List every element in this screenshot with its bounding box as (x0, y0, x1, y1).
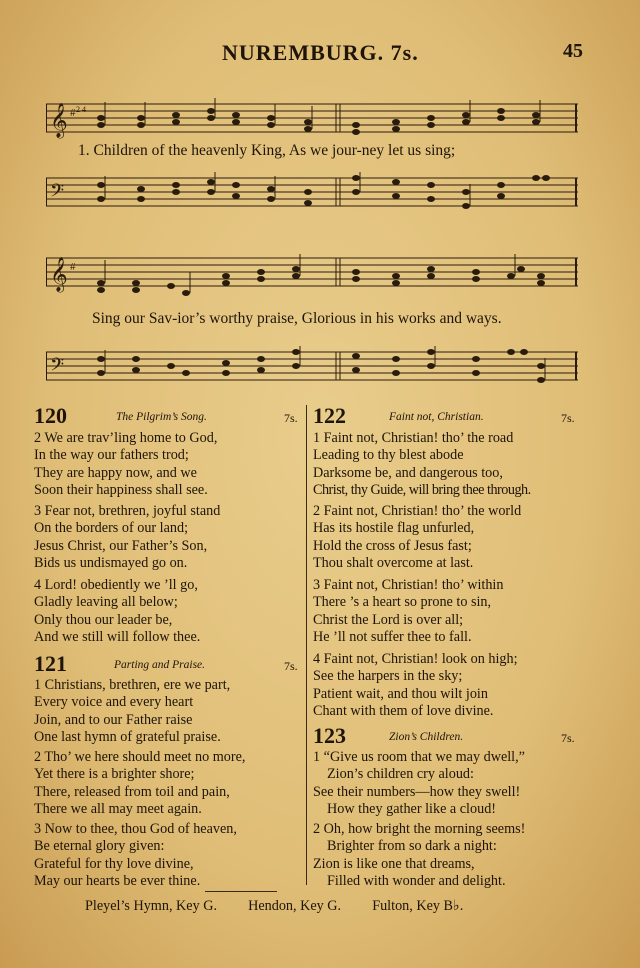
verse-line: Gladly leaving all below; (34, 594, 178, 611)
music-staff-treble-1 (46, 98, 578, 140)
verse-line: 1 Christians, brethren, ere we part, (34, 677, 231, 693)
hymn-120-stanza-2 (34, 430, 217, 499)
music-staff-bass-2 (46, 346, 578, 388)
verse-line: Chant with them of love divine. (313, 702, 494, 719)
verse-line: How they gather like a cloud! (327, 800, 497, 817)
verse-line: May our hearts be ever thine. (34, 872, 201, 889)
treble-staff-1-graphic (46, 98, 578, 140)
hymn-meter: 7s. (284, 659, 298, 673)
hymn-number: 120 (34, 403, 67, 428)
svg-text:𝄢: 𝄢 (50, 354, 65, 379)
verse-line: 2 Faint not, Christian! tho’ the world (313, 503, 522, 519)
verse-line: Zion is like one that dreams, (313, 855, 475, 872)
verse-line: Bids us undismayed go on. (34, 554, 188, 571)
music-lyric-line-1: 1. Children of the heavenly King, As we jour-ney let us sing; (78, 142, 456, 159)
verse-line: 4 Lord! obediently we ’ll go, (34, 577, 198, 593)
verse-line: On the borders of our land; (34, 520, 189, 537)
page-footer (85, 898, 463, 915)
svg-text:𝄢: 𝄢 (50, 180, 65, 205)
verse-line: Has its hostile flag unfurled, (313, 520, 475, 537)
verse-line: 1 “Give us room that we may dwell,” (313, 749, 525, 765)
verse-line: Zion’s children cry aloud: (327, 766, 474, 783)
hymn-120-stanza-3 (34, 503, 220, 572)
hymn-122-stanza-2 (313, 503, 521, 572)
verse-line: In the way our fathers trod; (34, 447, 189, 464)
page-header (0, 40, 640, 70)
verse-line: There, released from toil and pain, (34, 783, 230, 800)
music-lyric-line-2: Sing our Sav-ior’s worthy praise, Glorious in his works and ways. (92, 310, 502, 327)
verse-line: They are happy now, and we (34, 464, 197, 481)
hymn-122-header (313, 403, 575, 429)
verse-line: Christ, thy Guide, will bring thee through. (313, 481, 531, 498)
verse-line: Thou shalt overcome at last. (313, 554, 474, 571)
verse-line: Grateful for thy love divine, (34, 855, 194, 872)
verse-line: And we still will follow thee. (34, 628, 201, 645)
hymn-120-stanza-4 (34, 577, 200, 646)
tune-title: NUREMBURG. 7s. (222, 40, 419, 65)
hymn-meter: 7s. (561, 411, 575, 425)
verse-line: 2 Tho’ we here should meet no more, (34, 749, 246, 765)
bass-staff-1-graphic (46, 172, 578, 214)
verse-line: Leading to thy blest abode (313, 447, 464, 464)
svg-text:#: # (70, 261, 76, 273)
verse-line: Hold the cross of Jesus fast; (313, 537, 472, 554)
hymn-123-header (313, 723, 575, 749)
column-divider (306, 405, 307, 885)
verse-line: Jesus Christ, our Father’s Son, (34, 537, 208, 554)
verse-line: Patient wait, and thou wilt join (313, 685, 488, 702)
page-number: 45 (563, 40, 583, 62)
verse-line: Every voice and every heart (34, 694, 194, 711)
hymn-122-stanza-3 (313, 577, 503, 646)
verse-line: 4 Faint not, Christian! look on high; (313, 651, 518, 667)
footer-tune-2: Hendon, Key G. (248, 898, 342, 914)
hymn-tune-name: Parting and Praise. (114, 659, 206, 671)
verse-line: There we all may meet again. (34, 800, 202, 817)
hymn-121-header (34, 651, 298, 677)
hymn-122-stanza-1 (313, 430, 531, 499)
verse-line: Join, and to our Father raise (34, 711, 193, 728)
verse-line: 1 Faint not, Christian! tho’ the road (313, 430, 514, 446)
hymn-121-stanza-3 (34, 821, 237, 890)
verse-line: 3 Now to thee, thou God of heaven, (34, 821, 237, 837)
verse-line: 3 Faint not, Christian! tho’ within (313, 577, 504, 593)
hymn-meter: 7s. (284, 411, 298, 425)
verse-line: Brighter from so dark a night: (327, 838, 497, 855)
verse-line: Only thou our leader be, (34, 611, 173, 628)
hymn-120-header (34, 403, 298, 429)
verse-line: 3 Fear not, brethren, joyful stand (34, 503, 221, 519)
hymn-121-stanza-1 (34, 677, 230, 746)
hymn-number: 121 (34, 651, 67, 676)
verse-line: Be eternal glory given: (34, 838, 165, 855)
hymn-122-stanza-4 (313, 651, 518, 720)
footer-tune-1: Pleyel’s Hymn, Key G. (85, 898, 218, 914)
svg-text:𝄞: 𝄞 (50, 258, 68, 291)
verse-line: Yet there is a brighter shore; (34, 766, 195, 783)
verse-line: 2 We are trav’ling home to God, (34, 430, 218, 446)
bass-staff-2-graphic (46, 346, 578, 388)
hymn-number: 122 (313, 403, 346, 428)
verse-line: Filled with wonder and delight. (327, 872, 506, 889)
verse-line: See their numbers—how they swell! (313, 783, 521, 800)
svg-text:#: # (70, 107, 76, 119)
hymn-123-stanza-1 (313, 749, 525, 818)
hymn-tune-name: The Pilgrim’s Song. (116, 411, 207, 423)
verse-line: See the harpers in the sky; (313, 668, 463, 685)
verse-line: Christ the Lord is over all; (313, 611, 464, 628)
hymn-tune-name: Zion’s Children. (389, 731, 464, 743)
music-staff-bass-1 (46, 172, 578, 214)
verse-line: He ’ll not suffer thee to fall. (313, 628, 472, 645)
music-staff-treble-2 (46, 252, 578, 300)
hymn-123-stanza-2 (313, 821, 525, 890)
hymn-meter: 7s. (561, 731, 575, 745)
verse-line: Darksome be, and dangerous too, (313, 464, 503, 481)
verse-line: Soon their happiness shall see. (34, 481, 208, 498)
hymn-121-stanza-2 (34, 749, 245, 818)
footer-rule (205, 891, 277, 892)
svg-text:2 4: 2 4 (76, 105, 86, 114)
svg-text:𝄞: 𝄞 (50, 104, 68, 137)
hymn-number: 123 (313, 723, 346, 748)
hymn-tune-name: Faint not, Christian. (389, 411, 484, 423)
verse-line: 2 Oh, how bright the morning seems! (313, 821, 526, 837)
verse-line: One last hymn of grateful praise. (34, 728, 221, 745)
verse-line: There ’s a heart so prone to sin, (313, 594, 492, 611)
footer-tune-3: Fulton, Key B♭. (372, 898, 464, 914)
treble-staff-2-graphic (46, 252, 578, 300)
